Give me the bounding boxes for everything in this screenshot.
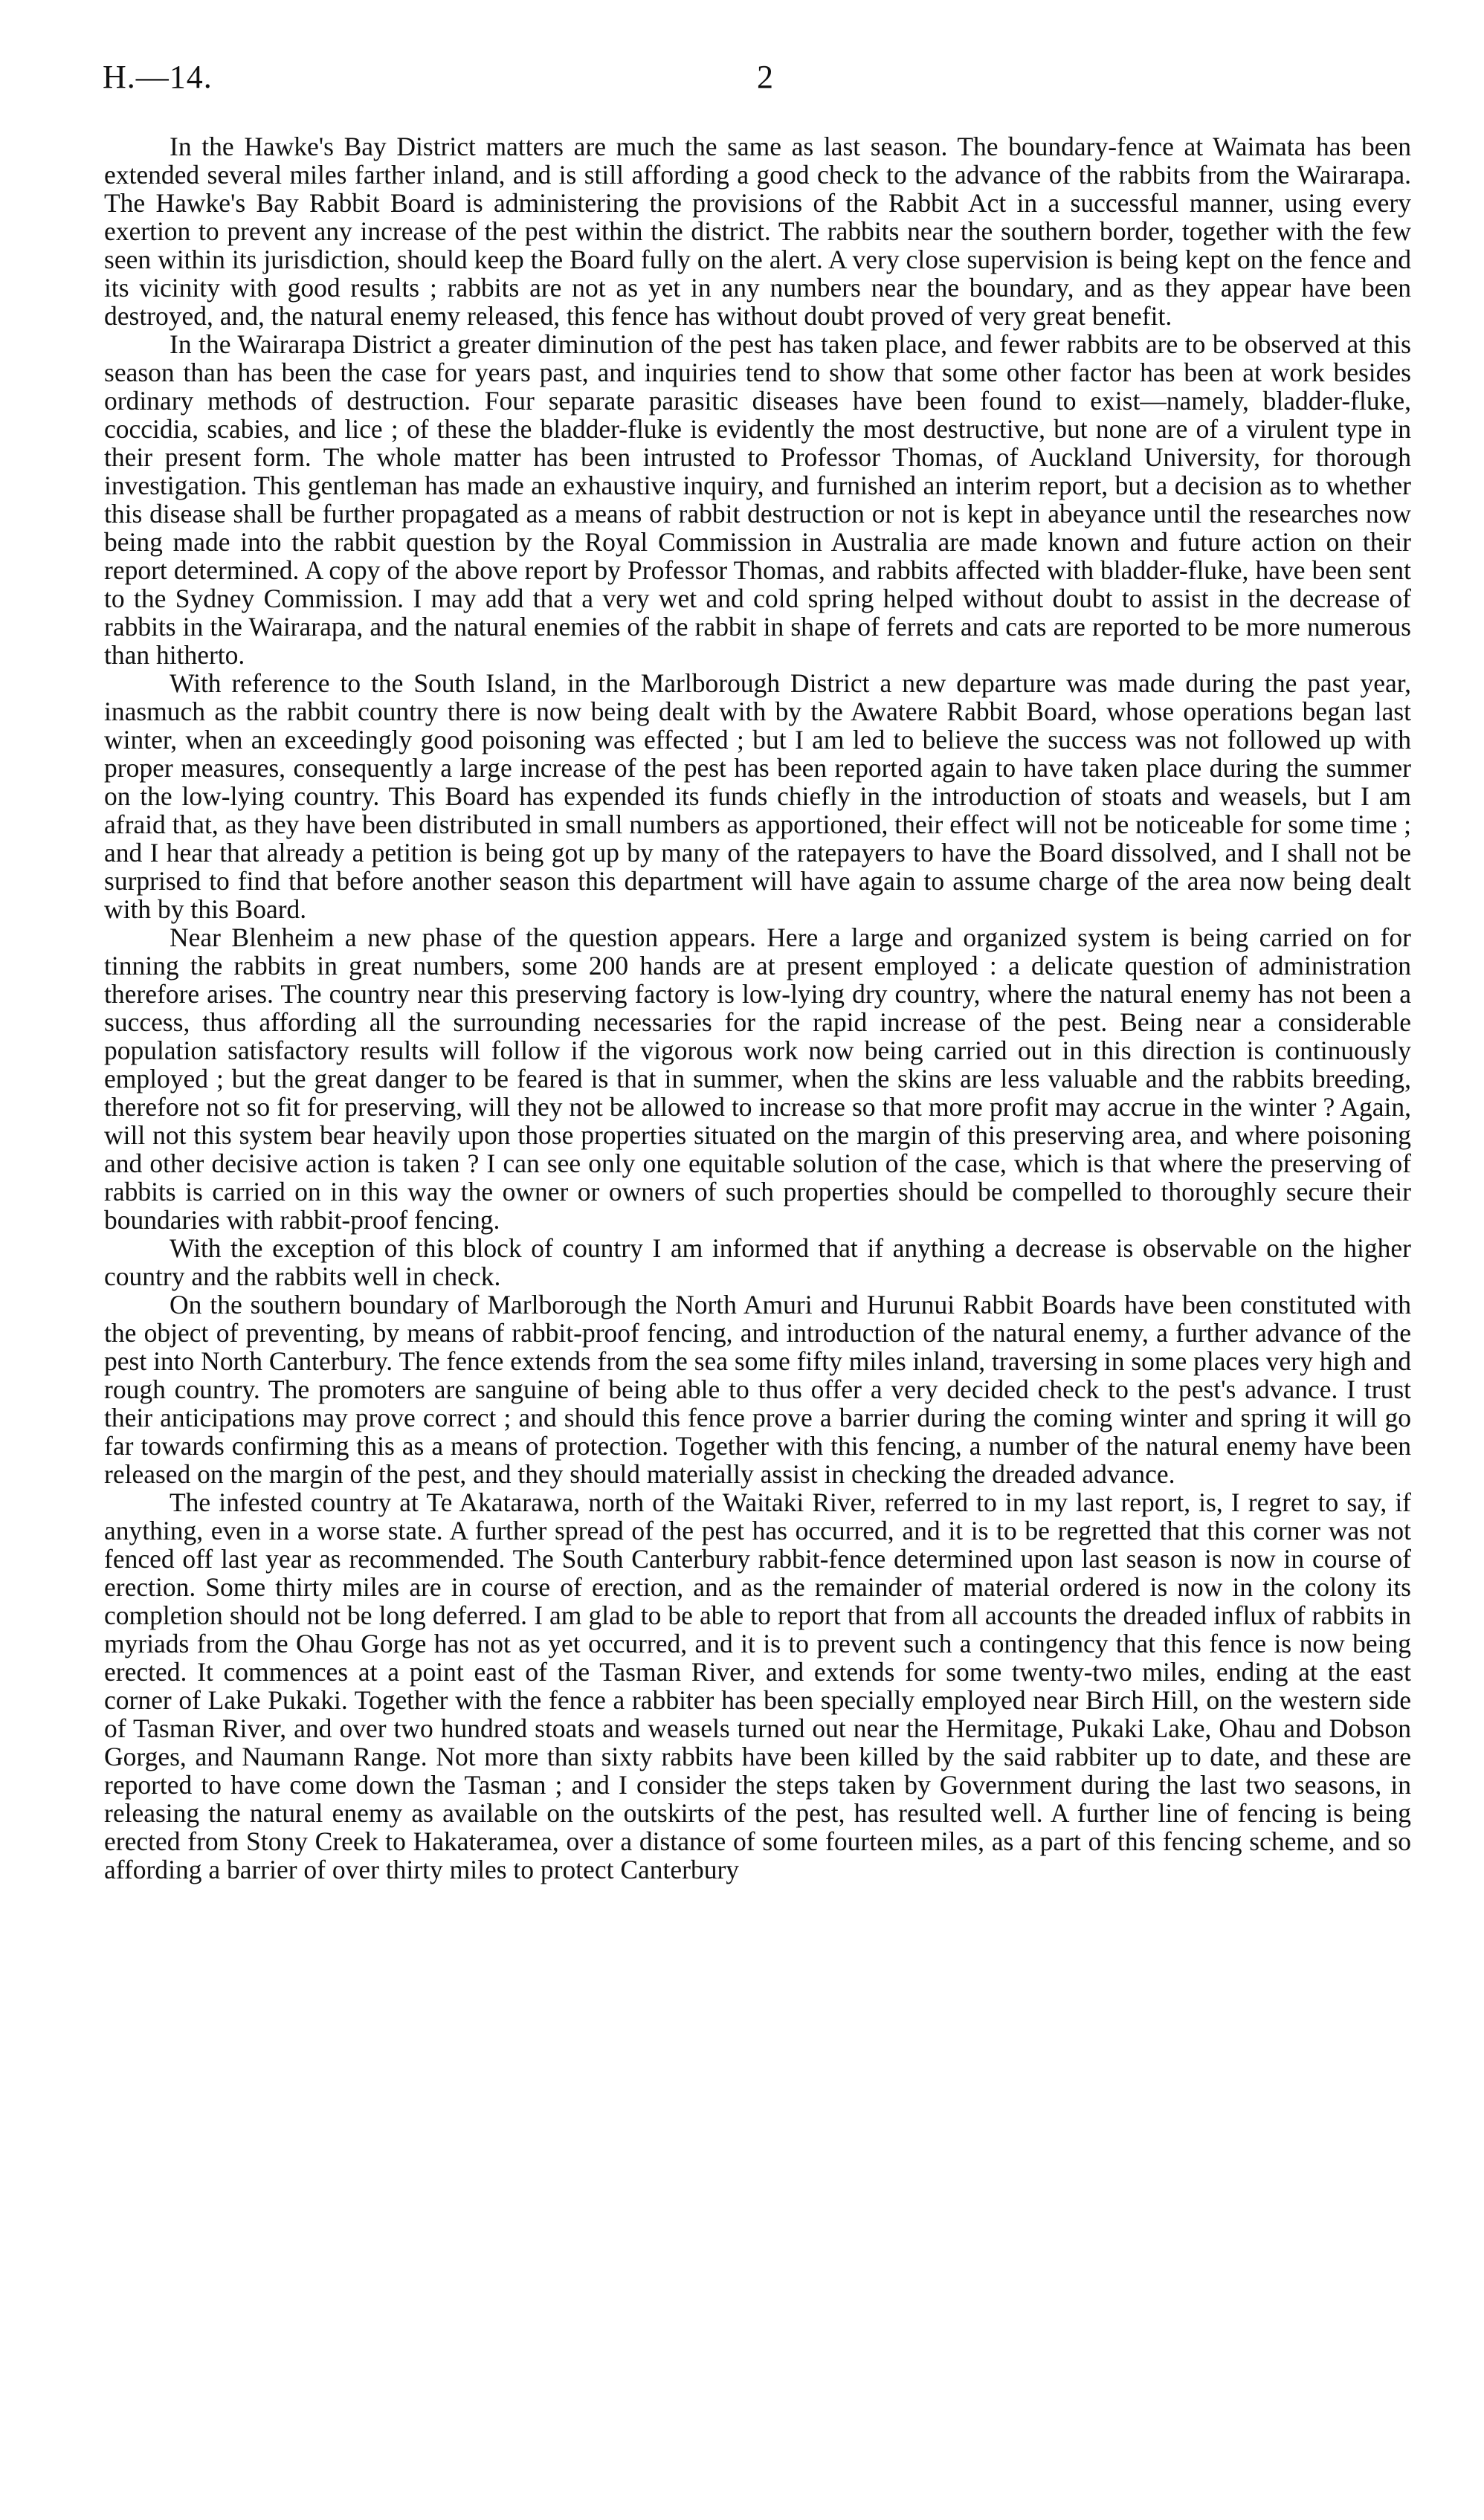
paragraph-marlborough: With reference to the South Island, in the Marlborough District a new departure was made during the past year, inasmuch as the rabbit country there is now being dealt with by the Awatere Rabbit Board, whose operations began last winter, when an exceedingly good poisoning was effected ; but I am led to believe the success was not followed up with proper measures, consequently a large increase of the pest has been reported again to have taken place during the summer on the low-lying country. This Board has expended its funds chiefly in the introduction of stoats and weasels, but I am afraid that, as they have been distributed in small numbers as apportioned, their effect will not be noticeable for some time ; and I hear that already a petition is being got up by many of the ratepayers to have the Board dissolved, and I shall not be surprised to find that before another season this department will have again to assume charge of the area now being dealt with by this Board. bbox=[104, 668, 1411, 924]
document-reference: H.—14. bbox=[103, 59, 213, 95]
paragraph-te-akatarawa: The infested country at Te Akatarawa, north of the Waitaki River, referred to in my last report, is, I regret to say, if anything, even in a worse state. A further spread of the pest has occurred, and it is to be regretted that this corner was not fenced off last year as recommended. The South Canterbury rabbit-fence determined upon last season is now in course of erection. Some thirty miles are in course of erection, and as the remainder of material ordered is now in the colony its completion should not be long deferred. I am glad to be able to report that from all accounts the dreaded influx of rabbits in myriads from the Ohau Gorge has not as yet occurred, and it is to prevent such a contingency that this fence is now being erected. It commences at a point east of the Tasman River, and extends for some twenty-two miles, ending at the east corner of Lake Pukaki. Together with the fence a rabbiter has been specially employed near Birch Hill, on the western side of Tasman River, and over two hundred stoats and weasels turned out near the Hermitage, Pukaki Lake, Ohau and Dobson Gorges, and Naumann Range. Not more than sixty rabbits have been killed by the said rabbiter up to date, and these are reported to have come down the Tasman ; and I consider the steps taken by Government during the last two seasons, in releasing the natural enemy as available on the outskirts of the pest, has resulted well. A further line of fencing is being erected from Stony Creek to Hakateramea, over a distance of some fourteen miles, as a part of this fencing scheme, and so affording a barrier of over thirty miles to protect Canterbury bbox=[104, 1487, 1411, 1884]
paragraph-blenheim: Near Blenheim a new phase of the question appears. Here a large and organized system is being carried on for tinning the rabbits in great numbers, some 200 hands are at present employed : a delicate question of administration therefore arises. The country near this preserving factory is low-lying dry country, where the natural enemy has not been a success, thus affording all the surrounding necessaries for the rapid increase of the pest. Being near a considerable population satisfactory results will follow if the vigorous work now being carried out in this direction is continuously employed ; but the great danger to be feared is that in summer, when the skins are less valuable and the rabbits breeding, therefore not so fit for preserving, will they not be allowed to increase so that more profit may accrue in the winter ? Again, will not this system bear heavily upon those properties situated on the margin of this preserving area, and where poisoning and other decisive action is taken ? I can see only one equitable solution of the case, which is that where the preserving of rabbits is carried on in this way the owner or owners of such properties should be compelled to thoroughly secure their boundaries with rabbit-proof fencing. bbox=[104, 923, 1411, 1235]
paragraph-hawkes-bay: In the Hawke's Bay District matters are much the same as last season. The boundary-fence at Waimata has been extended several miles farther inland, and is still affording a good check to the advance of the rabbits from the Wairarapa. The Hawke's Bay Rabbit Board is administering the provisions of the Rabbit Act in a successful manner, using every exertion to prevent any increase of the pest within the district. The rabbits near the southern border, together with the few seen within its jurisdiction, should keep the Board fully on the alert. A very close supervision is being kept on the fence and its vicinity with good results ; rabbits are not as yet in any numbers near the boundary, and as they appear have been destroyed, and, the natural enemy released, this fence has without doubt proved of very great benefit. bbox=[104, 132, 1411, 331]
paragraph-wairarapa: In the Wairarapa District a greater diminution of the pest has taken place, and fewer rabbits are to be observed at this season than has been the case for years past, and inquiries tend to show that some other factor has been at work besides ordinary methods of destruction. Four separate parasitic diseases have been found to exist—namely, bladder-fluke, coccidia, scabies, and lice ; of these the bladder-fluke is evidently the most destructive, but none are of a virulent type in their present form. The whole matter has been intrusted to Professor Thomas, of Auckland University, for thorough investigation. This gentleman has made an exhaustive inquiry, and furnished an interim report, but a decision as to whether this disease shall be further propagated as a means of rabbit destruction or not is kept in abeyance until the researches now being made into the rabbit question by the Royal Commission in Australia are made known and future action on their report determined. A copy of the above report by Professor Thomas, and rabbits affected with bladder-fluke, have been sent to the Sydney Commission. I may add that a very wet and cold spring helped without doubt to assist in the decrease of rabbits in the Wairarapa, and the natural enemies of the rabbit in shape of ferrets and cats are reported to be more numerous than hitherto. bbox=[104, 329, 1411, 670]
page-header bbox=[103, 58, 1411, 103]
body-text bbox=[104, 132, 1411, 1884]
paragraph-exception: With the exception of this block of country I am informed that if anything a decrease is observable on the higher country and the rabbits well in check. bbox=[104, 1233, 1411, 1291]
page-number: 2 bbox=[757, 59, 773, 95]
paragraph-north-amuri: On the southern boundary of Marlborough the North Amuri and Hurunui Rabbit Boards have been constituted with the object of preventing, by means of rabbit-proof fencing, and introduction of the natural enemy, a further advance of the pest into North Canterbury. The fence extends from the sea some fifty miles inland, traversing in some places very high and rough country. The promoters are sanguine of being able to thus offer a very decided check to the pest's advance. I trust their anticipations may prove correct ; and should this fence prove a barrier during the coming winter and spring it will go far towards confirming this as a means of protection. Together with this fencing, a number of the natural enemy have been released on the margin of the pest, and they should materially assist in checking the dreaded advance. bbox=[104, 1290, 1411, 1489]
